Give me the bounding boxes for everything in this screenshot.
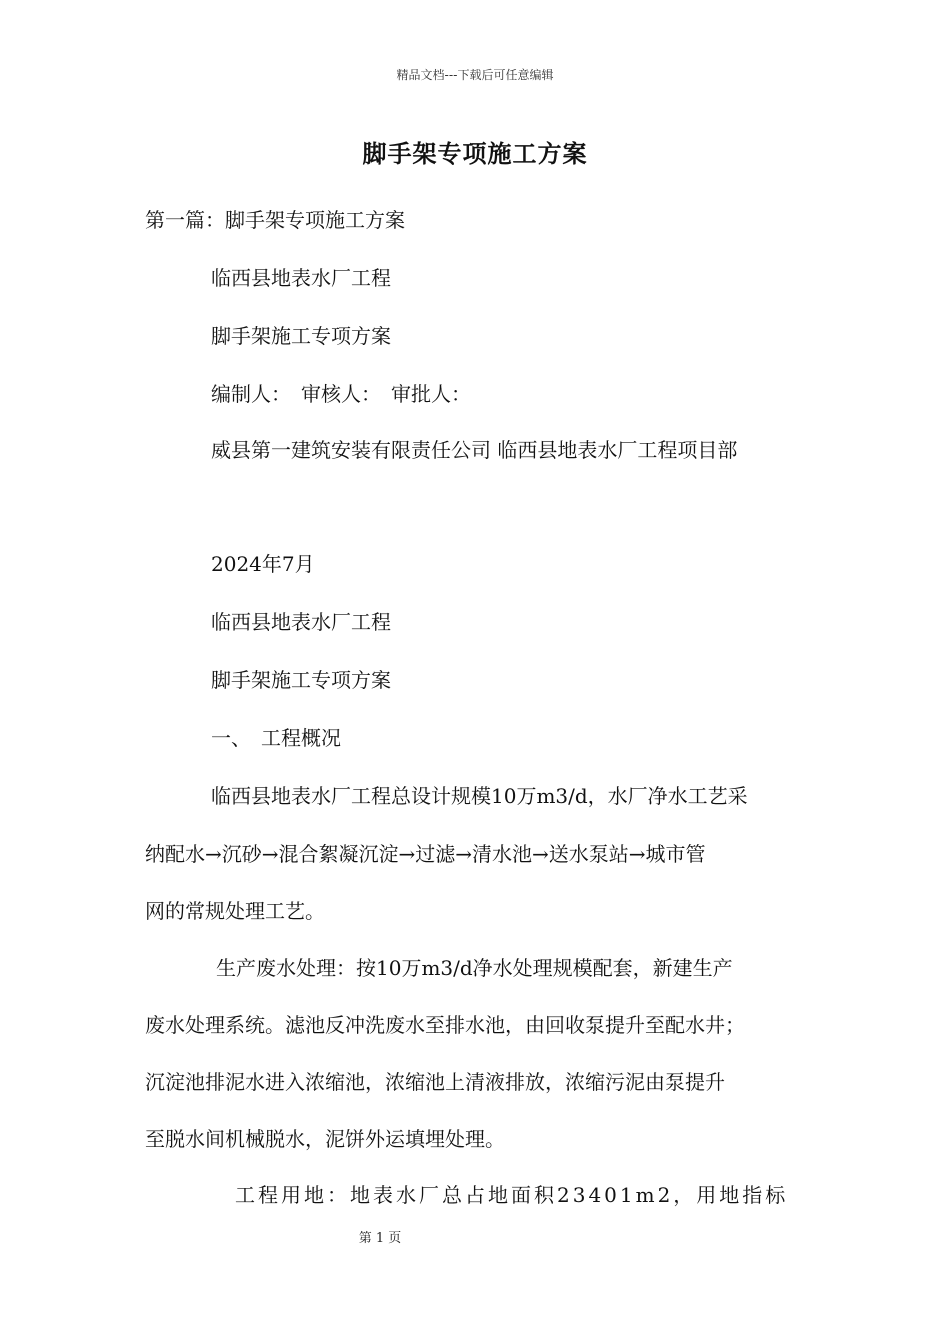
paragraph-line: 废水处理系统。滤池反冲洗废水至排水池，由回收泵提升至配水井； [145,1013,745,1037]
header-note: 精品文档---下载后可任意编辑 [396,68,554,82]
project-name: 临西县地表水厂工程 [211,266,391,290]
paragraph-line: 至脱水间机械脱水，泥饼外运填埋处理。 [145,1127,505,1151]
signatories-line: 编制人： 审核人： 审批人： [211,382,471,406]
plan-name-repeat: 脚手架施工专项方案 [211,668,391,692]
section-heading-overview: 一、 工程概况 [211,726,341,750]
project-name-repeat: 临西县地表水厂工程 [211,610,391,634]
paragraph-line: 沉淀池排泥水进入浓缩池，浓缩池上清液排放，浓缩污泥由泵提升 [145,1070,725,1094]
paragraph-line: 网的常规处理工艺。 [145,899,325,923]
part-heading: 第一篇：脚手架专项施工方案 [145,208,405,232]
document-title: 脚手架专项施工方案 [362,139,588,168]
date-line: 2024年7月 [211,552,315,576]
paragraph-line: 生产废水处理：按10万m3/d净水处理规模配套，新建生产 [216,956,733,980]
paragraph-line: 临西县地表水厂工程总设计规模10万m3/d，水厂净水工艺采 [211,784,748,808]
paragraph-line: 纳配水→沉砂→混合絮凝沉淀→过滤→清水池→送水泵站→城市管 [145,842,706,866]
page-number: 第 1 页 [358,1231,402,1246]
plan-name: 脚手架施工专项方案 [211,324,391,348]
paragraph-line: 工程用地：地表水厂总占地面积23401m2，用地指标 [235,1183,789,1207]
organization-line: 威县第一建筑安装有限责任公司 临西县地表水厂工程项目部 [211,438,738,462]
